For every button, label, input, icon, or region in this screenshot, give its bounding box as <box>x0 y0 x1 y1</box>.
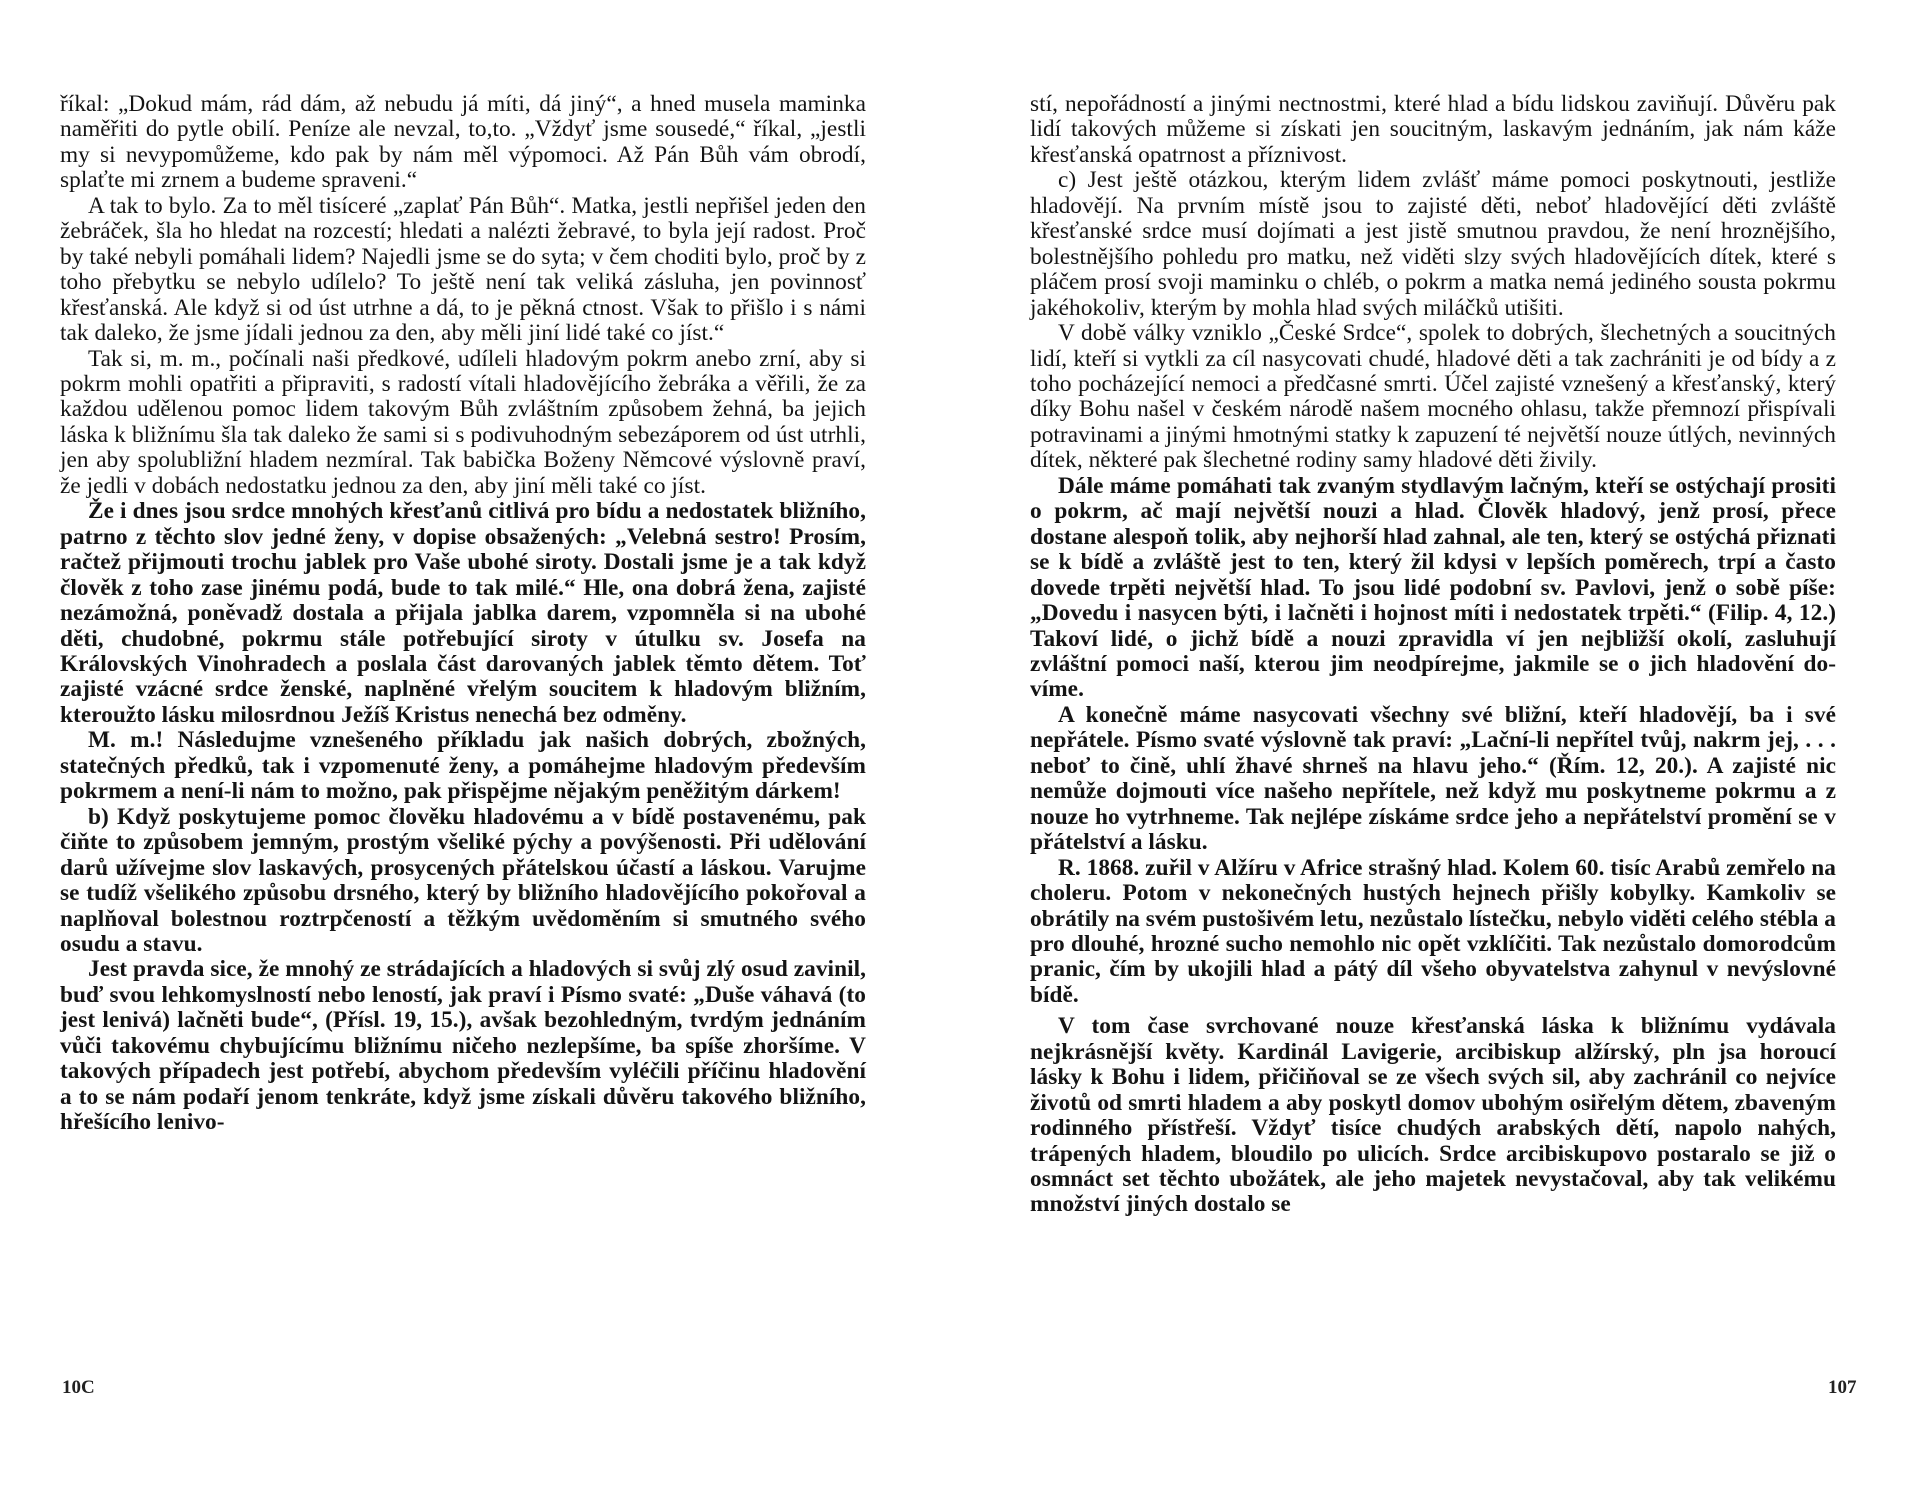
left-page-number: 10C <box>62 1377 95 1398</box>
left-paragraph-3: Tak si, m. m., počínali naši předkové, udíleli hladovým pokrm anebo zrní, aby si pokrm mohli opatřiti a připraviti, s radostí vítali hladovějícího žebráka a věřili, že za každou udělenou pomoc lidem takovým Bůh zvláštním způsobem žehná, ba jejich láska k bližnímu šla tak daleko že sami si s podivuhodným sebezáporem od úst utrhli, jen aby spolubližní hladem nezmíral. Tak babička Boženy Němcové výslovně praví, že jedli v dobách nedostatku jednou za den, aby jiní měli také co jíst. <box>60 345 866 499</box>
right-page-number: 107 <box>1828 1377 1857 1398</box>
right-paragraph-5: A konečně máme nasycovati všechny své bližní, kteří hladovějí, ba i své nepřátele. Písmo svaté výslovně tak praví: „Lační-li nepřítel tvůj, nakrm jej, . . . neboť to čině, uhlí žhavé shrneš na hlavu jeho.“ (Řím. 12, 20.). A zajisté nic nemůže dojmouti více našeho nepřítele, než když mu poskytneme pokrmu a z nouze ho vytrhneme. Tak nejlépe získáme srdce jeho a nepřátelství promění se v přátelství a lásku. <box>1030 701 1836 856</box>
right-paragraph-3: V době války vzniklo „České Srdce“, spolek to dobrých, šlechetných a soucitných lidí, kteří si vytkli za cíl nasycovati chudé, hladové děti a tak zachrániti je od bídy a z toho pocházející nemoci a předčasné smrti. Účel zajisté vznešený a křesťanský, který díky Bohu našel v českém národě našem mocného ohlasu, takže přemnozí přispívali potravinami a jinými hmotnými statky k zapuzení té největší nouze útlých, nevinných dítek, některé pak šlechetné rodiny samy hladové děti živily. <box>1030 320 1836 474</box>
right-paragraph-2: c) Jest ještě otázkou, kterým lidem zvlášť máme pomoci poskytnouti, jestliže hladovějí. Na prvním místě jsou to zajisté děti, neboť hladovějící děti zvláště křesťanské srdce musí dojímati a jest jistě smutnou pravdou, že není hroznějšího, bolestnějšího pohledu pro matku, než viděti slzy svých hladovějících dítek, které s pláčem prosí svoji maminku o chléb, o pokrm a matka nemá jediného sousta pokrmu jakéhokoliv, kterým by mohla hlad svých miláčků utišiti. <box>1030 167 1836 321</box>
right-paragraph-7: V tom čase svrchované nouze křesťanská láska k bližnímu vydávala nejkrásnější květy. Kardinál Lavigerie, arcibiskup alžírský, pln jsa horoucí lásky k Bohu i lidem, přičiňoval se ze všech svých sil, aby zachránil co nejvíce životů od smrti hladem a aby poskytl domov ubohým osiřelým dětem, zbaveným rodinného přístřeší. Vždyť tisíce chudých arabských dětí, napolo nahých, trápených hladem, bloudilo po ulicích. Srdce arcibiskupovo postaralo se již o osmnáct set těchto ubožátek, ale jeho majetek nevystačoval, aby tak velikému množství jiných dostalo se <box>1030 1013 1836 1218</box>
left-page <box>60 92 866 1422</box>
right-paragraph-6: R. 1868. zuřil v Alžíru v Africe strašný hlad. Kolem 60. tisíc Arabů zemřelo na choleru. Potom v nekonečných hustých hejnech přišly kobylky. Kamkoliv se obrátily na svém pustošivém letu, nezůstalo lístečku, nebylo viděti celého stébla a pro dlouhé, hrozné sucho nemohlo nic opět vzklíčiti. Tak nezůstalo domorodcům pranic, čím by ukojili hlad a pátý díl všeho obyvatelstva zahynul v nevýslovné bídě. <box>1030 854 1836 1008</box>
left-paragraph-5: M. m.! Následujme vznešeného příkladu jak našich dobrých, zbožných, statečných předků, tak i vzpomenuté ženy, a pomáhejme hladovým především pokrmem a není-li nám to možno, pak přispějme nějakým peněžitým dárkem! <box>60 727 866 805</box>
right-page <box>1030 92 1836 1422</box>
right-paragraph-4: Dále máme pomáhati tak zvaným stydlavým lačným, kteří se ostýchají prositi o pokrm, ač mají největší nouzi a hlad. Člověk hladový, jenž prosí, přece dostane alespoň tolik, aby nejhorší hlad zahnal, ale ten, který se ostýchá přiznati se k bídě a zvláště jest to ten, který žil kdysi v lepších poměrech, trpí a často dovede trpěti největší hlad. To jsou lidé podobní sv. Pavlovi, jenž o sobě píše: „Dovedu i nasycen býti, i lačněti i hojnost míti i nedostatek trpěti.“ (Filip. 4, 12.) Takoví lidé, o jichž bídě a nouzi zpravidla ví jen nejbližší okolí, zasluhují zvláštní pomoci naší, kterou jim neodpírejme, jakmile se o jich hladovění dovíme. <box>1030 472 1836 703</box>
left-paragraph-1: říkal: „Dokud mám, rád dám, až nebudu já míti, dá jiný“, a hned musela maminka naměřiti do pytle obilí. Peníze ale nevzal, to,to. „Vždyť jsme sousedé,“ říkal, „jestli my si nevypomůžeme, kdo pak by nám měl výpomoci. Až Pán Bůh vám obrodí, splaťte mi zrnem a budeme spraveni.“ <box>60 91 866 194</box>
right-paragraph-1: stí, nepořádností a jinými nectnostmi, které hlad a bídu lidskou zaviňují. Důvěru pak lidí takových můžeme si získati jen soucitným, laskavým jednáním, jak nám káže křesťanská opatrnost a příznivost. <box>1030 91 1836 168</box>
left-paragraph-6: b) Když poskytujeme pomoc člověku hladovému a v bídě postavenému, pak čiňte to způsobem jemným, prostým všeliké pýchy a povýšenosti. Při udělování darů užívejme slov laskavých, prosycených přátelskou účastí a láskou. Varujme se tudíž všelikého způsobu drsného, který by bližního hladovějícího pokořoval a naplňoval bolestnou roztrpčeností a těžkým uvědoměním si smutného svého osudu a stavu. <box>60 803 866 957</box>
left-paragraph-2: A tak to bylo. Za to měl tisíceré „zaplať Pán Bůh“. Matka, jestli nepřišel jeden den žebráček, šla ho hledat na rozcestí; hledati a nalézti žebravé, to byla její radost. Proč by také nebyli pomáhali lidem? Najedli jsme se do syta; v čem choditi bylo, proč by z toho přebytku se nebylo udílelo? To ještě není tak veliká zásluha, jen povinnosť křesťanská. Ale když si od úst utrhne a dá, to je pěkná ctnost. Však to přišlo i s námi tak daleko, že jsme jídali jednou za den, aby měli jiní lidé také co jíst.“ <box>60 192 866 347</box>
left-paragraph-7: Jest pravda sice, že mnohý ze strádajících a hladových si svůj zlý osud zavinil, buď svou lehkomyslností nebo leností, jak praví i Písmo svaté: „Duše váhavá (to jest lenivá) lačněti bude“, (Přísl. 19, 15.), avšak bezohledným, tvrdým jednáním vůči takovému chybujícímu bližnímu ničeho nezlepšíme, ba spíše zhoršíme. V takových případech jest potřebí, abychom především vyléčili příčinu hladovění a to se nám podaří jenom tenkráte, když jsme získali důvěru takového bližního, hřešícího lenivo- <box>60 956 866 1136</box>
left-paragraph-4: Že i dnes jsou srdce mnohých křesťanů citlivá pro bídu a nedostatek bližního, patrno z těchto slov jedné ženy, v dopise obsažených: „Velebná sestro! Prosím, račtež přijmouti trochu jablek pro Vaše ubohé siroty. Dostali jsme je a tak když člověk z toho zase jinému podá, bude to tak milé.“ Hle, ona dobrá žena, zajisté nezámožná, poněvadž dostala a přijala jablka darem, vzpomněla si na ubohé děti, chudobné, pokrmu stále potřebující siroty v útulku sv. Josefa na Královských Vinohradech a poslala část darovaných jablek těmto dětem. Toť zajisté vzácné srdce ženské, naplněné vřelým soucitem k hladovým bližním, kteroužto lásku milosrdnou Ježíš Kristus nenechá bez odměny. <box>60 498 866 728</box>
